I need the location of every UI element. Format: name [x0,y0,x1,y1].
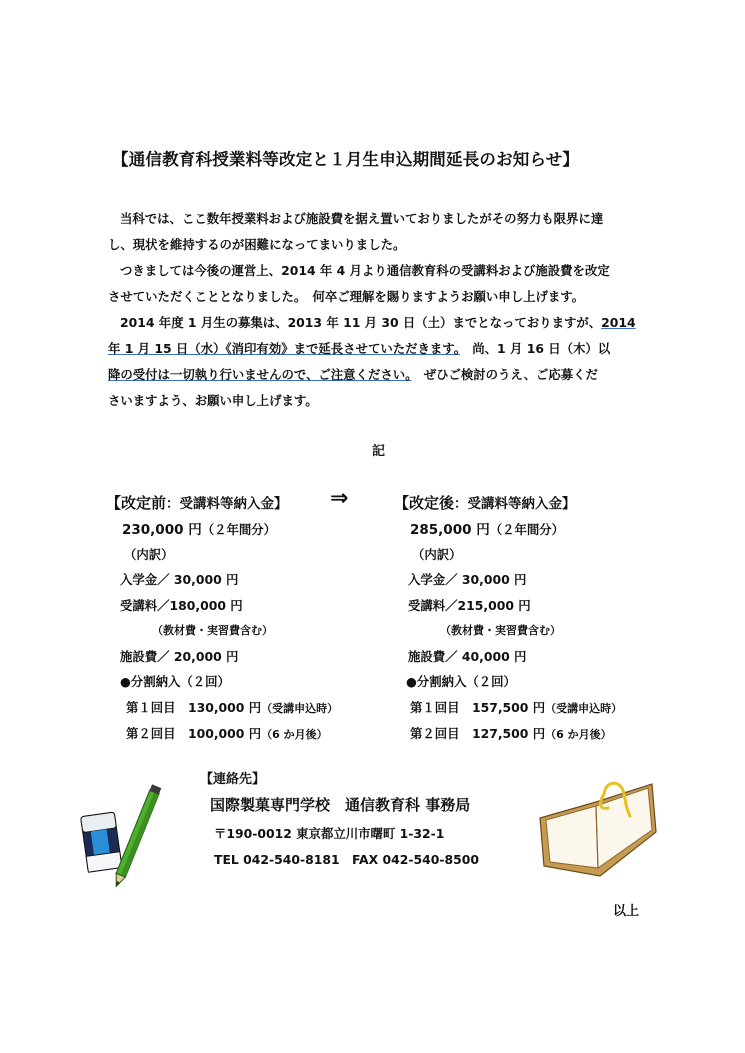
before-first-note: （受講申込時） [261,702,339,715]
paragraph-3-line-1 [108,310,653,336]
paragraph-2-line-1: つきましては今後の運営上、2014 年 4 月より通信教育科の受講料および施設費を改定 [120,263,610,278]
paragraph-1-line-1: 当科では、ここ数年授業料および施設費を据え置いておりましたがその努力も限界に達 [120,211,604,226]
after-price: 285,000 円 [410,522,490,538]
after-total-price [410,518,564,538]
paragraph-1 [108,206,653,258]
extended-date-underline: 年 1 月 15 日（水）《消印有効》まで延長させていただきます。 [108,341,460,356]
after-tuition-note: （教材費・実習費含む） [440,624,561,637]
paragraph-3-line-2-text: 尚、1 月 16 日（木）以 [459,341,611,356]
after-first-payment [410,698,622,716]
before-entrance-fee: 入学金／ 30,000 円 [120,572,239,587]
paragraph-3-line-3-text: ぜひご検討のうえ、ご応募くだ [411,367,598,382]
before-heading-main: 【改定前 [106,494,167,512]
paragraph-3-line-3 [108,362,653,388]
before-tuition-note: （教材費・実習費含む） [152,624,273,637]
before-heading-sub: ：受講料等納入金】 [166,496,288,512]
before-facility-fee: 施設費／ 20,000 円 [120,649,239,664]
after-second-note: （6 か月後） [545,728,612,741]
after-heading-main: 【改定後 [394,494,455,512]
after-breakdown: （内訳） [412,547,462,562]
after-first-note: （受講申込時） [545,702,623,715]
after-second-amount: 第２回目 127,500 円 [410,726,546,741]
before-first-payment [126,698,338,716]
extended-date-underline-start: 2014 [601,315,636,330]
contact-label: 【連絡先】 [200,772,266,787]
arrow-icon: ⇒ [330,486,349,511]
paragraph-2 [108,258,653,310]
paragraph-3 [108,310,653,414]
after-heading [394,492,576,513]
paragraph-3-line-4: さいますよう、お願い申し上げます。 [108,393,318,408]
open-book-icon [534,776,660,886]
contact-phone-fax: TEL 042-540-8181 FAX 042-540-8500 [214,852,480,867]
after-price-note: （２年間分） [489,522,565,537]
after-first-amount: 第１回目 157,500 円 [410,700,546,715]
before-total-price [122,518,276,538]
before-price-note: （２年間分） [201,522,277,537]
after-entrance-fee: 入学金／ 30,000 円 [408,572,527,587]
no-acceptance-underline: 降の受付は一切執り行いませんので、ご注意ください。 [108,367,412,382]
after-tuition: 受講料／215,000 円 [408,598,531,613]
contact-organization: 国際製菓専門学校 通信教育科 事務局 [210,796,471,814]
after-second-payment [410,724,612,742]
before-installment: ●分割納入（２回） [120,674,230,689]
paragraph-3-line-2 [108,336,653,362]
paragraph-1-line-2: し、現状を維持するのが困難になってまいりました。 [108,237,406,252]
contact-address: 〒190-0012 東京都立川市曙町 1-32-1 [214,826,445,841]
after-installment: ●分割納入（２回） [406,674,516,689]
paragraph-2-line-2: させていただくこととなりました。 何卒ご理解を賜りますようお願い申し上げます。 [108,289,585,304]
closing-mark: 以上 [613,904,640,919]
before-heading [106,492,288,513]
pencil-and-eraser-icon [80,780,170,890]
before-breakdown: （内訳） [124,547,174,562]
ki-heading: 記 [372,444,386,459]
after-facility-fee: 施設費／ 40,000 円 [408,649,527,664]
before-tuition: 受講料／180,000 円 [120,598,243,613]
before-second-amount: 第２回目 100,000 円 [126,726,262,741]
before-second-payment [126,724,328,742]
after-heading-sub: ：受講料等納入金】 [454,496,576,512]
before-first-amount: 第１回目 130,000 円 [126,700,262,715]
paragraph-3-line-1-text: 2014 年度 1 月生の募集は、2013 年 11 月 30 日（土）までとなっておりますが、 [120,315,602,330]
before-second-note: （6 か月後） [261,728,328,741]
notice-title: 【通信教育科授業料等改定と１月生申込期間延長のお知らせ】 [112,150,580,169]
before-price: 230,000 円 [122,522,202,538]
